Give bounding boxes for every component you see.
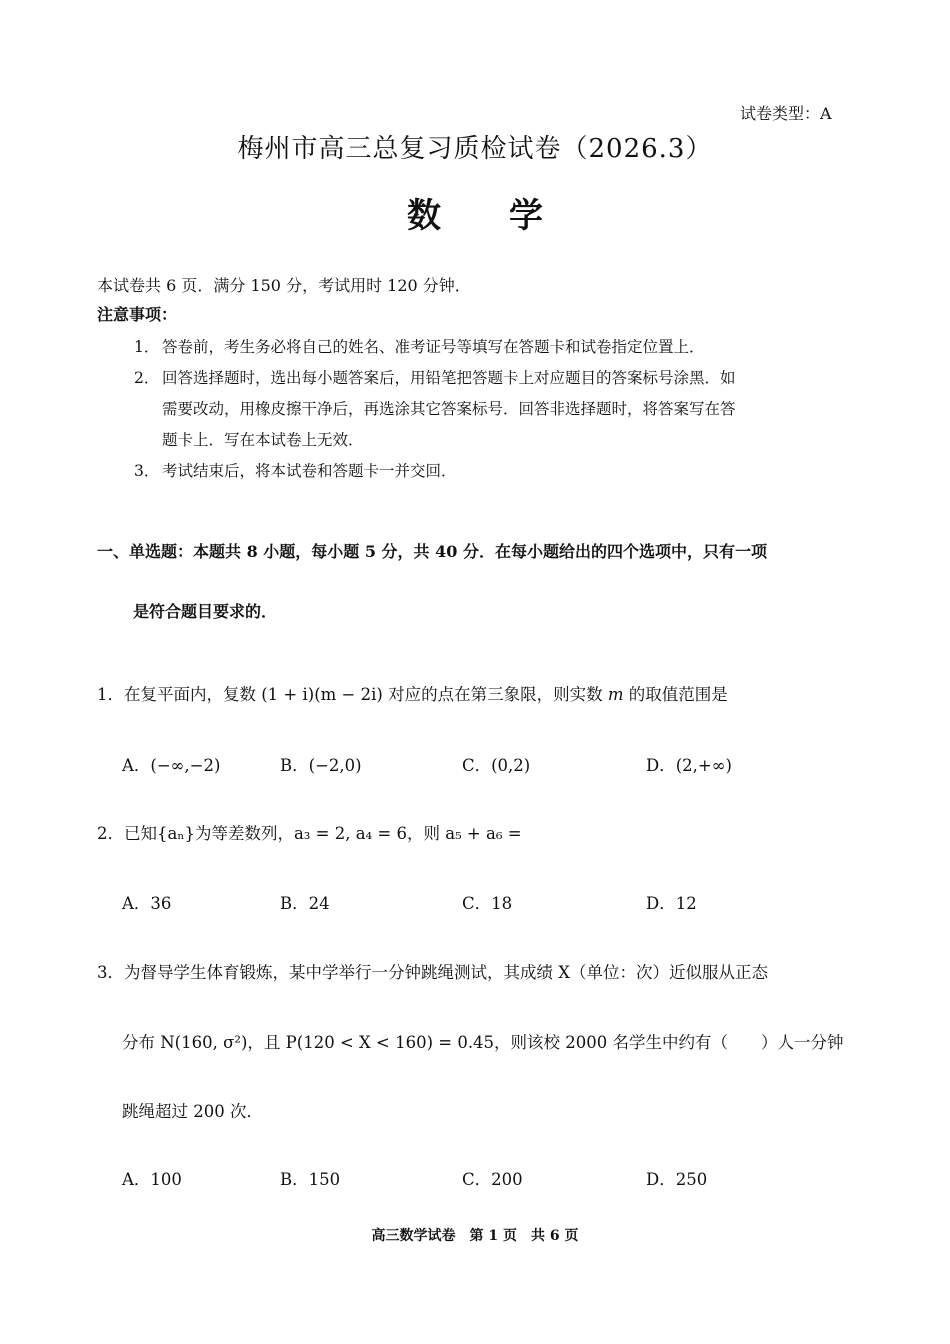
notice-item-text: 回答选择题时，选出每小题答案后，用铅笔把答题卡上对应题目的答案标号涂黑．如 bbox=[162, 369, 736, 387]
notice-title: 注意事项： bbox=[97, 305, 178, 324]
option-a: A．(−∞,−2) bbox=[122, 756, 221, 775]
notice-item-continued bbox=[134, 394, 846, 425]
notice-item bbox=[134, 332, 846, 363]
subject-title: 数 学 bbox=[407, 196, 543, 236]
option-c: C．200 bbox=[462, 1170, 523, 1189]
option-b: B．150 bbox=[280, 1170, 341, 1189]
question-3 bbox=[97, 959, 857, 983]
option-b: B．24 bbox=[280, 894, 330, 913]
question-number: 3． bbox=[97, 963, 124, 982]
question-number: 1． bbox=[97, 685, 124, 704]
option-d: D．12 bbox=[646, 894, 697, 913]
question-3-line-3: 跳绳超过 200 次． bbox=[122, 1102, 263, 1121]
exam-title: 梅州市高三总复习质检试卷（2026.3） bbox=[237, 134, 713, 164]
option-d: D．(2,+∞) bbox=[646, 756, 732, 775]
exam-intro: 本试卷共 6 页．满分 150 分，考试用时 120 分钟． bbox=[97, 276, 471, 295]
question-2 bbox=[97, 820, 522, 844]
notice-item-text: 需要改动，用橡皮擦干净后，再选涂其它答案标号．回答非选择题时，将答案写在答 bbox=[162, 400, 736, 418]
question-text: 对应的点在第三象限，则实数 bbox=[382, 685, 608, 704]
option-c: C．18 bbox=[462, 894, 513, 913]
question-number: 2． bbox=[97, 824, 124, 843]
section-heading: 一、单选题：本题共 8 小题，每小题 5 分，共 40 分．在每小题给出的四个选项中，只有一项 bbox=[97, 542, 767, 561]
question-text: 已知{aₙ}为等差数列，a₃ = 2, a₄ = 6，则 a₅ + a₆ = bbox=[124, 824, 522, 843]
notice-item-number: 2． bbox=[134, 369, 160, 387]
notice-item-text: 题卡上．写在本试卷上无效． bbox=[162, 431, 364, 449]
notice-item-text: 考试结束后，将本试卷和答题卡一并交回． bbox=[162, 462, 457, 480]
question-variable: m bbox=[607, 685, 624, 704]
question-math: (1 + i)(m − 2i) bbox=[261, 685, 383, 704]
notice-item-number: 3． bbox=[134, 462, 160, 480]
question-3-line-2: 分布 N(160, σ²)，且 P(120 < X < 160) = 0.45，则该校 2000 名学生中约有（ ）人一分钟 bbox=[122, 1033, 844, 1052]
option-b: B．(−2,0) bbox=[280, 756, 362, 775]
notice-item bbox=[134, 456, 846, 487]
question-text: 的取值范围是 bbox=[623, 685, 728, 704]
question-1 bbox=[97, 681, 728, 705]
notice-item bbox=[134, 363, 846, 394]
notice-item-continued bbox=[134, 425, 846, 456]
paper-type-label: 试卷类型：A bbox=[740, 104, 832, 123]
page-footer: 高三数学试卷 第 1 页 共 6 页 bbox=[371, 1228, 579, 1244]
section-heading-continued: 是符合题目要求的． bbox=[133, 602, 278, 621]
option-a: A．36 bbox=[122, 894, 172, 913]
option-a: A．100 bbox=[122, 1170, 182, 1189]
question-text: 在复平面内，复数 bbox=[124, 685, 262, 704]
notice-item-text: 答卷前，考生务必将自己的姓名、准考证号等填写在答题卡和试卷指定位置上． bbox=[162, 338, 705, 356]
question-text: 为督导学生体育锻炼，某中学举行一分钟跳绳测试，其成绩 X（单位：次）近似服从正态 bbox=[124, 963, 768, 982]
option-c: C．(0,2) bbox=[462, 756, 531, 775]
notice-item-number: 1． bbox=[134, 338, 160, 356]
option-d: D．250 bbox=[646, 1170, 708, 1189]
